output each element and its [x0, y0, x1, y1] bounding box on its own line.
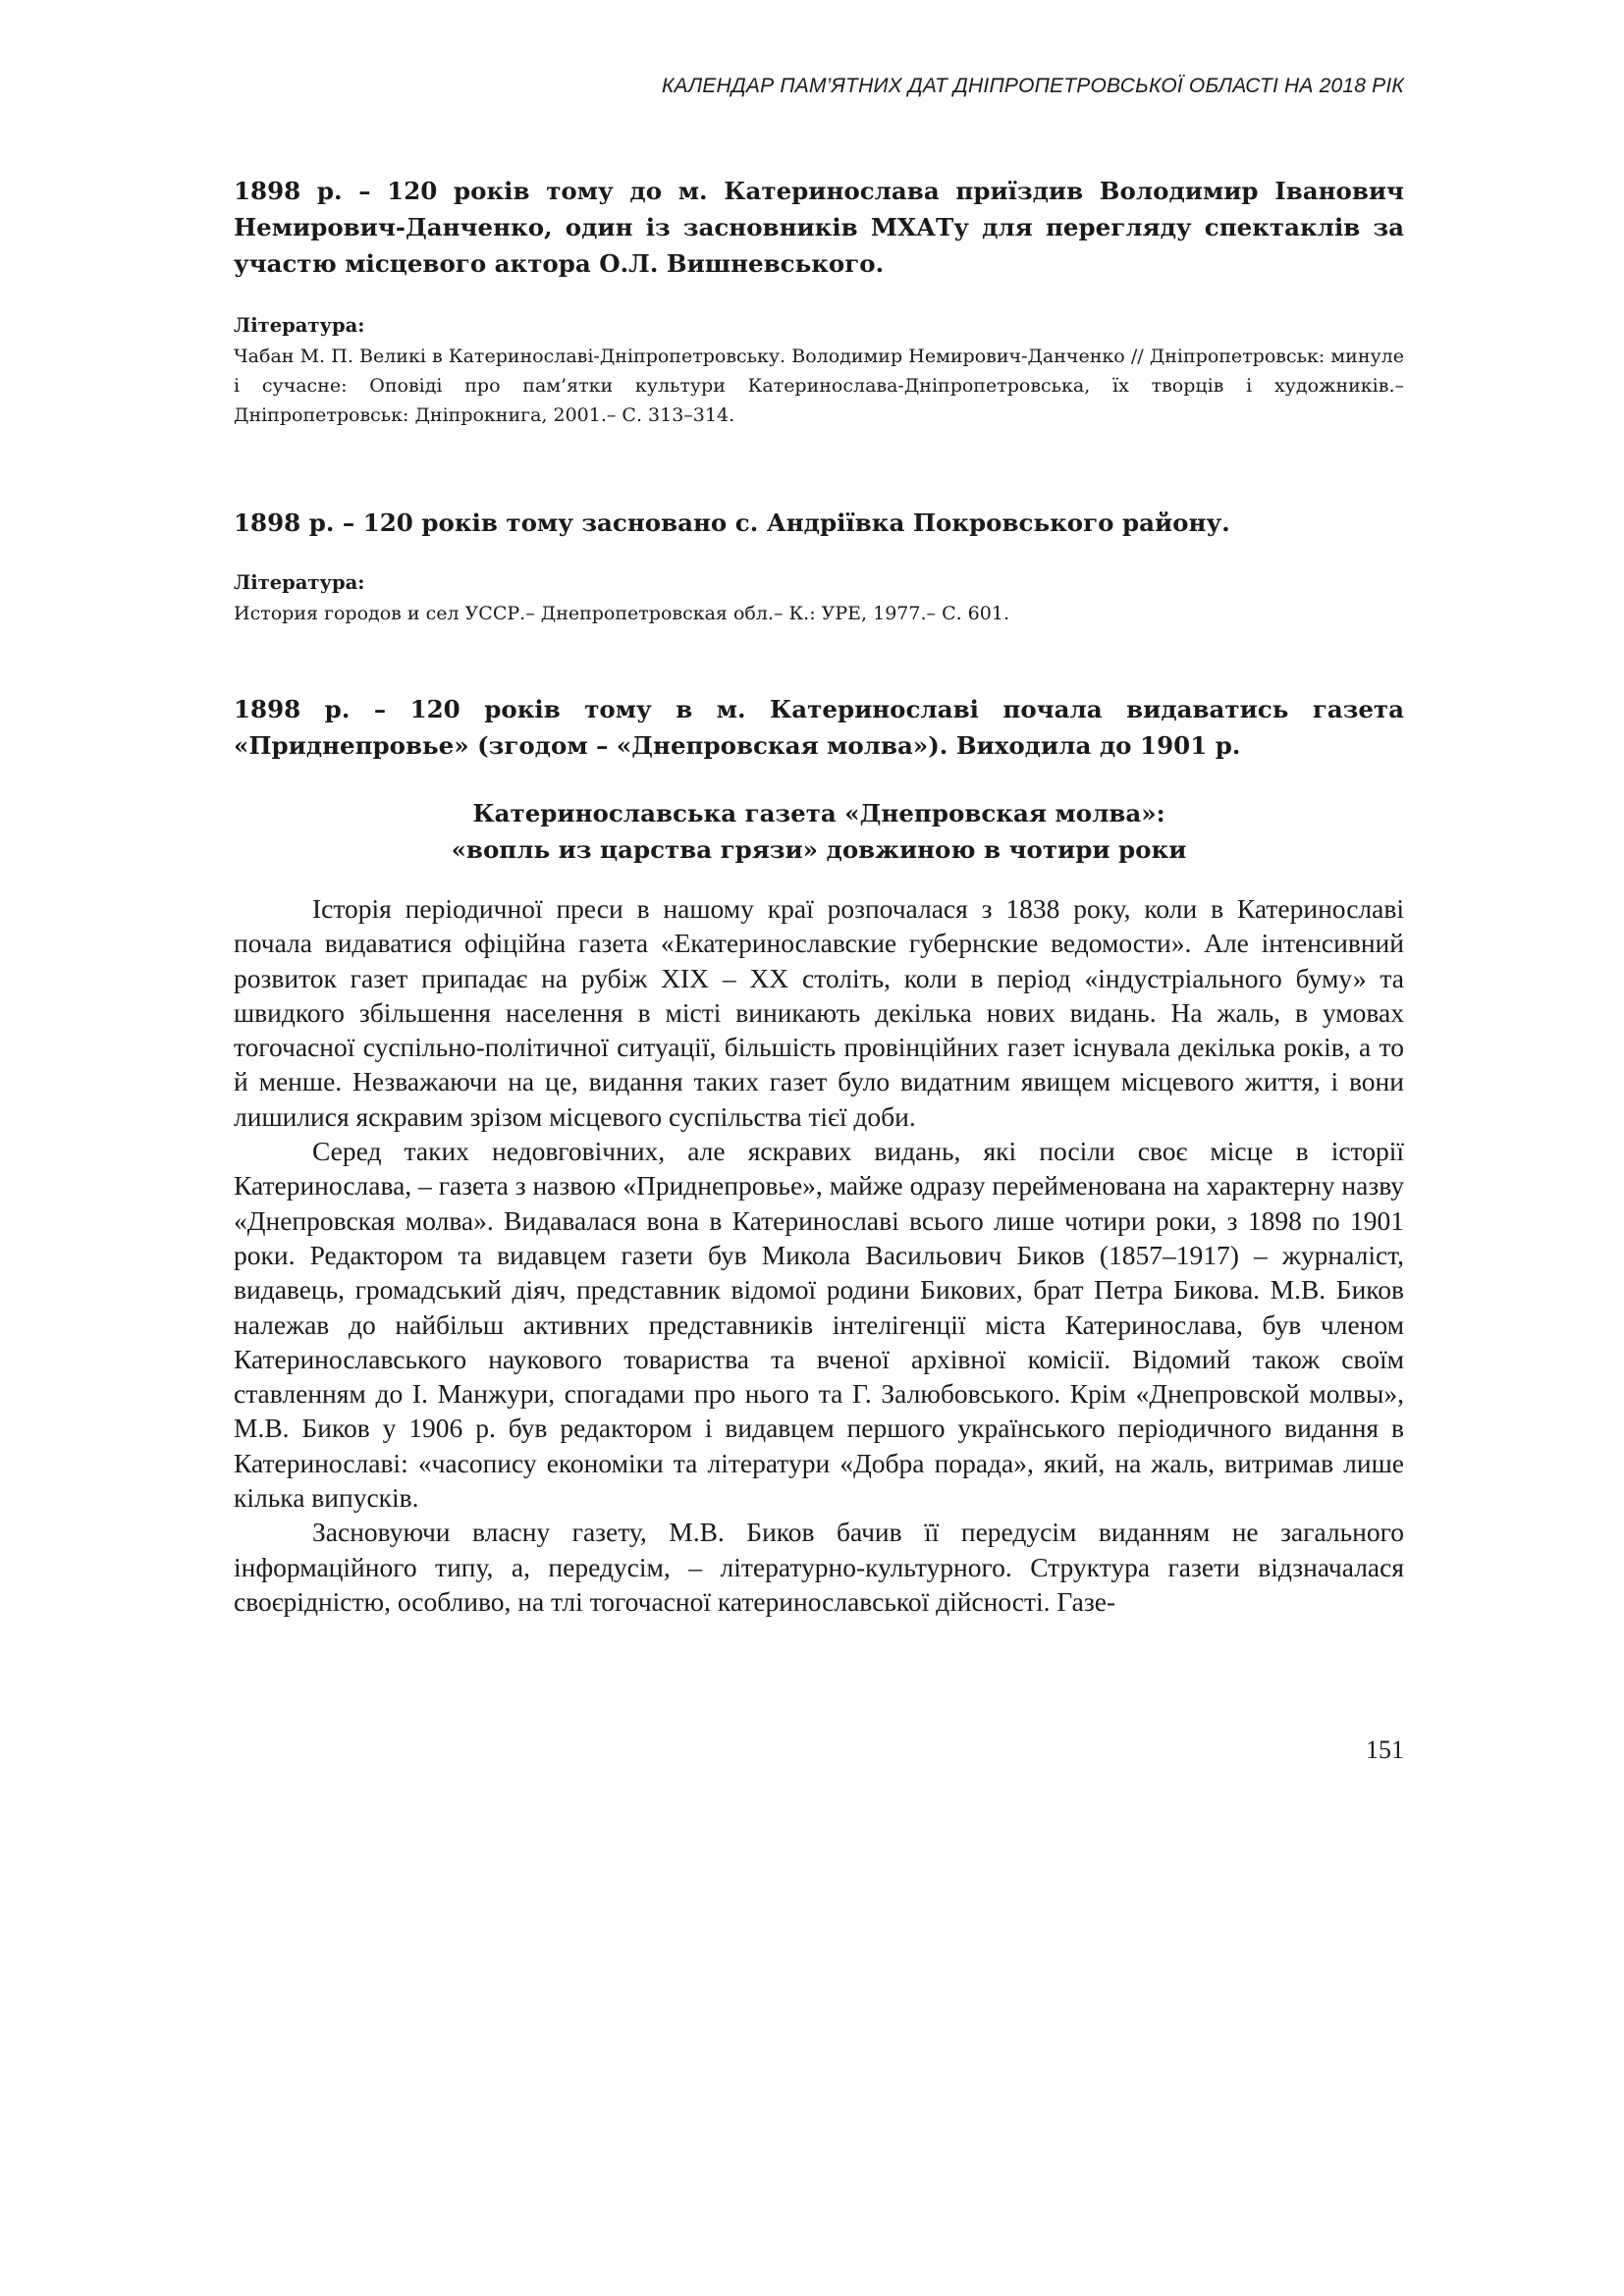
literature-label: Література: — [234, 314, 365, 337]
entry-title: 1898 р. – 120 років тому засновано с. Андріївка Покровського району. — [234, 508, 1230, 537]
article-paragraph: Засновуючи власну газету, М.В. Биков бачив її передусім виданням не загального інформаційного типу, а, передусім, – літературно-культурного. Структура газети відзначалася своєрідністю, особливо, на тлі тогочасної катеринославської дійсності. Газе- — [234, 1517, 1404, 1617]
article-title-line: «вопль из царства грязи» довжиною в чотири роки — [451, 835, 1187, 864]
running-header: КАЛЕНДАР ПАМ’ЯТНИХ ДАТ ДНІПРОПЕТРОВСЬКОЇ ОБЛАСТІ НА 2018 РІК — [661, 75, 1404, 97]
article-paragraph: Серед таких недовговічних, але яскравих видань, які посіли своє місце в історії Катеринослава, – газета з назвою «Приднепровье», майже одразу перейменована на характерну назву «Днепровская молва». Видавалася вона в Катеринославі всього лише чотири роки, з 1898 по 1901 роки. Редактором та видавцем газети був Микола Васильович Биков (1857–1917) – журналіст, видавець, громадський діяч, представник відомої родини Бикових, брат Петра Бикова. М.В. Биков належав до найбільш активних представників інтелігенції міста Катеринослава, був членом Катеринославського наукового товариства та вченої архівної комісії. Відомий також своїм ставленням до І. Манжури, спогадами про нього та Г. Залюбовського. Крім «Днепровской молвы», М.В. Биков у 1906 р. був редактором і видавцем першого українського періодичного видання в Катеринославі: «часопису економіки та літератури «Добра порада», який, на жаль, витримав лише кілька випусків. — [234, 1136, 1404, 1514]
entry-title: 1898 р. – 120 років тому до м. Катеринослава приїздив Володимир Іванович Немирович-Данченко, один із засновників МХАТу для перегляду спектаклів за участю місцевого актора О.Л. Вишневського. — [234, 177, 1404, 278]
article-title — [234, 795, 1404, 868]
article-title-line: Катеринославська газета «Днепровская молва»: — [472, 799, 1165, 828]
literature-reference: История городов и сел УССР.– Днепропетровская обл.– К.: УРЕ, 1977.– С. 601. — [234, 603, 1009, 624]
article-body — [234, 891, 1404, 1619]
entry-title: 1898 р. – 120 років тому в м. Катеринославі почала видаватись газета «Приднепровье» (згодом – «Днепровская молва»). Виходила до 1901 р. — [234, 695, 1404, 760]
literature-label: Література: — [234, 571, 365, 594]
page-number: 151 — [1366, 1735, 1404, 1764]
literature-reference: Чабан М. П. Великі в Катеринославі-Дніпропетровську. Володимир Немирович-Данченко // Дніпропетровськ: минуле і сучасне: Оповіді про пам’ятки культури Катеринослава-Дніпропетровська, їх творців і художників.– Дніпропетровськ: Дніпрокнига, 2001.– С. 313–314. — [234, 346, 1404, 426]
article-paragraph: Історія періодичної преси в нашому краї розпочалася з 1838 року, коли в Катеринославі почала видаватися офіційна газета «Екатеринославские губернские ведомости». Але інтенсивний розвиток газет припадає на рубіж XIX – XX століть, коли в період «індустріального буму» та швидкого збільшення населення в місті виникають декілька нових видань. На жаль, в умовах тогочасної суспільно-політичної ситуації, більшість провінційних газет існувала декілька років, а то й менше. Незважаючи на це, видання таких газет було видатним явищем місцевого життя, і вони лишилися яскравим зрізом місцевого суспільства тієї доби. — [234, 893, 1404, 1132]
